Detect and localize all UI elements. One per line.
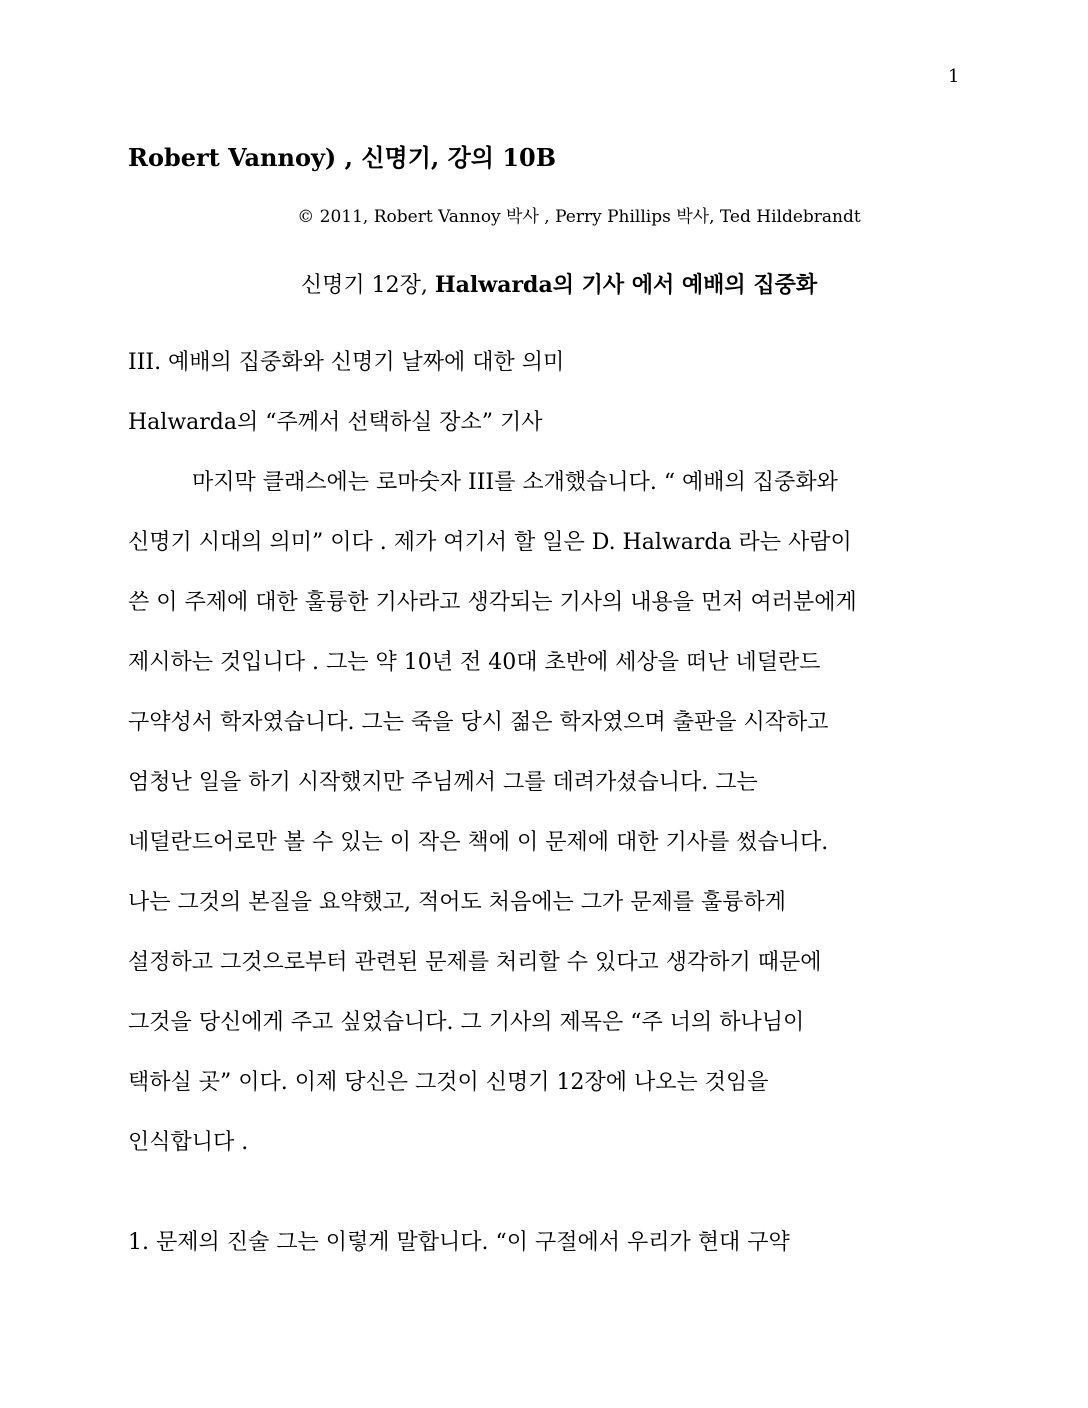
chapter-title-bold: Halwarda의 기사 에서 예배의 집중화 <box>434 272 818 298</box>
numbered-point-line: 1. 문제의 진술 그는 이렇게 말합니다. “이 구절에서 우리가 현대 구약 <box>128 1230 790 1255</box>
paragraph-line: 쓴 이 주제에 대한 훌륭한 기사라고 생각되는 기사의 내용을 먼저 여러분에게 <box>128 590 857 615</box>
page-number: 1 <box>948 66 960 87</box>
document-title: Robert Vannoy) , 신명기, 강의 10B <box>128 143 557 172</box>
paragraph-line: 네덜란드어로만 볼 수 있는 이 작은 책에 이 문제에 대한 기사를 썼습니다. <box>128 830 829 855</box>
chapter-title <box>0 268 1088 299</box>
paragraph-line: 나는 그것의 본질을 요약했고, 적어도 처음에는 그가 문제를 훌륭하게 <box>128 890 786 915</box>
chapter-title-plain: 신명기 12장, <box>300 273 428 298</box>
section-heading: III. 예배의 집중화와 신명기 날짜에 대한 의미 <box>128 350 565 375</box>
paragraph-line: 제시하는 것입니다 . 그는 약 10년 전 40대 초반에 세상을 떠난 네덜란드 <box>128 650 821 675</box>
paragraph-line: 엄청난 일을 하기 시작했지만 주님께서 그를 데려가셨습니다. 그는 <box>128 770 758 795</box>
paragraph-line: 인식합니다 . <box>128 1130 249 1155</box>
paragraph-line: 마지막 클래스에는 로마숫자 III를 소개했습니다. “ 예배의 집중화와 <box>192 470 838 495</box>
copyright-line: © 2011, Robert Vannoy 박사 , Perry Phillips 박사, Ted Hildebrandt <box>297 207 861 227</box>
paragraph-line: 신명기 시대의 의미” 이다 . 제가 여기서 할 일은 D. Halwarda 라는 사람이 <box>128 530 852 555</box>
paragraph-line: 구약성서 학자였습니다. 그는 죽을 당시 젊은 학자였으며 출판을 시작하고 <box>128 710 829 735</box>
paragraph-line: 택하실 곳” 이다. 이제 당신은 그것이 신명기 12장에 나오는 것임을 <box>128 1070 769 1095</box>
article-heading: Halwarda의 “주께서 선택하실 장소” 기사 <box>128 410 543 435</box>
paragraph-line: 그것을 당신에게 주고 싶었습니다. 그 기사의 제목은 “주 너의 하나님이 <box>128 1010 805 1035</box>
paragraph-line: 설정하고 그것으로부터 관련된 문제를 처리할 수 있다고 생각하기 때문에 <box>128 950 822 975</box>
